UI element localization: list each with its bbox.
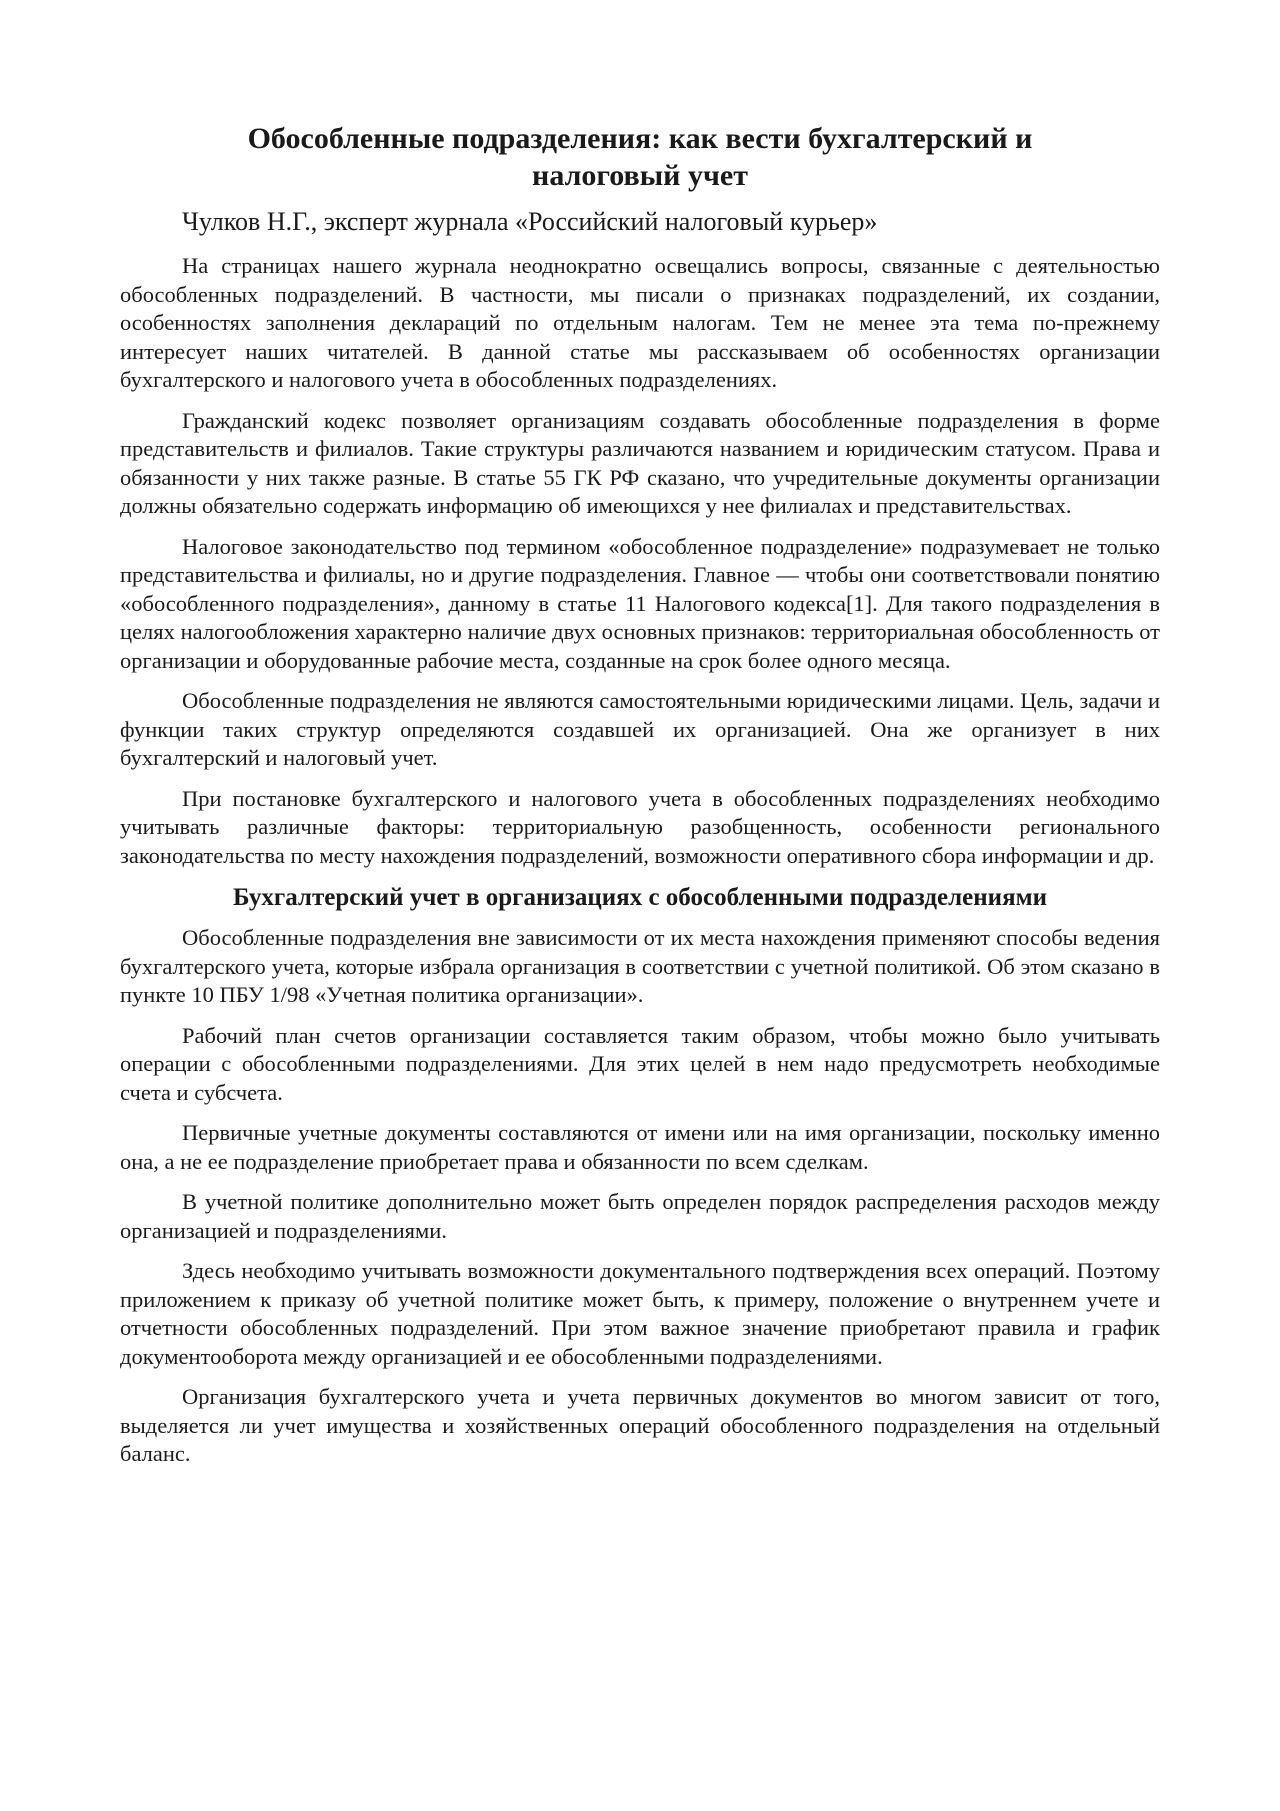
author-line: Чулков Н.Г., эксперт журнала «Российский налоговый курьер» (182, 207, 878, 236)
section-heading: Бухгалтерский учет в организациях с обособленными подразделениями (232, 884, 1048, 911)
paragraph-section-4: В учетной политике дополнительно может быть определен порядок распределения расходов между организацией и подразделениями. (120, 1189, 1160, 1243)
paragraph-intro-2: Гражданский кодекс позволяет организациям создавать обособленные подразделения в форме представительств и филиалов. Такие структуры различаются названием и юридическим статусом. Права и обязанности у них также разные. В статье 55 ГК РФ сказано, что учредительные документы организации должны обязательно содержать информацию об имеющихся у нее филиалах и представительствах. (120, 407, 1160, 518)
paragraph-section-2: Рабочий план счетов организации составляется таким образом, чтобы можно было учитывать операции с обособленными подразделениями. Для этих целей в нем надо предусмотреть необходимые счета и субсчета. (120, 1022, 1160, 1105)
paragraph-section-1: Обособленные подразделения вне зависимости от их места нахождения применяют способы ведения бухгалтерского учета, которые избрала организация в соответствии с учетной политикой. Об этом сказано в пункте 10 ПБУ 1/98 «Учетная политика организации». (120, 925, 1160, 1007)
paragraph-intro-5: При постановке бухгалтерского и налогового учета в обособленных подразделениях необходимо учитывать различные факторы: территориальную разобщенность, особенности регионального законодательства по месту нахождения подразделений, возможности оперативного сбора информации и др. (120, 785, 1160, 868)
paragraph-intro-1: На страницах нашего журнала неоднократно освещались вопросы, связанные с деятельностью обособленных подразделений. В частности, мы писали о признаках подразделений, их создании, особенностях заполнения деклараций по отдельным налогам. Тем не менее эта тема по-прежнему интересует наших читателей. В данной статье мы рассказываем об особенностях организации бухгалтерского и налогового учета в обособленных подразделениях. (120, 253, 1160, 392)
paragraph-intro-4: Обособленные подразделения не являются самостоятельными юридическими лицами. Цель, задачи и функции таких структур определяются создавшей их организацией. Она же организует в них бухгалтерский и налоговый учет. (120, 688, 1160, 770)
paragraph-section-6: Организация бухгалтерского учета и учета первичных документов во многом зависит от того, выделяется ли учет имущества и хозяйственных операций обособленного подразделения на отдельный баланс. (120, 1384, 1160, 1466)
paragraph-section-5: Здесь необходимо учитывать возможности документального подтверждения всех операций. Поэтому приложением к приказу об учетной политике может быть, к примеру, положение о внутреннем учете и отчетности обособленных подразделений. При этом важное значение приобретают правила и график документооборота между организацией и ее обособленными подразделениями. (120, 1258, 1160, 1369)
document-body (120, 120, 1160, 1481)
paragraph-intro-3: Налоговое законодательство под термином «обособленное подразделение» подразумевает не только представительства и филиалы, но и другие подразделения. Главное — чтобы они соответствовали понятию «обособленного подразделения», данному в статье 11 Налогового кодекса[1]. Для такого подразделения в целях налогообложения характерно наличие двух основных признаков: территориальная обособленность от организации и оборудованные рабочие места, созданные на срок более одного месяца. (120, 533, 1160, 673)
paragraph-section-3: Первичные учетные документы составляются от имени или на имя организации, поскольку именно она, а не ее подразделение приобретает права и обязанности по всем сделкам. (120, 1120, 1160, 1174)
page-title: Обособленные подразделения: как вести бухгалтерский и налоговый учет (247, 122, 1033, 192)
